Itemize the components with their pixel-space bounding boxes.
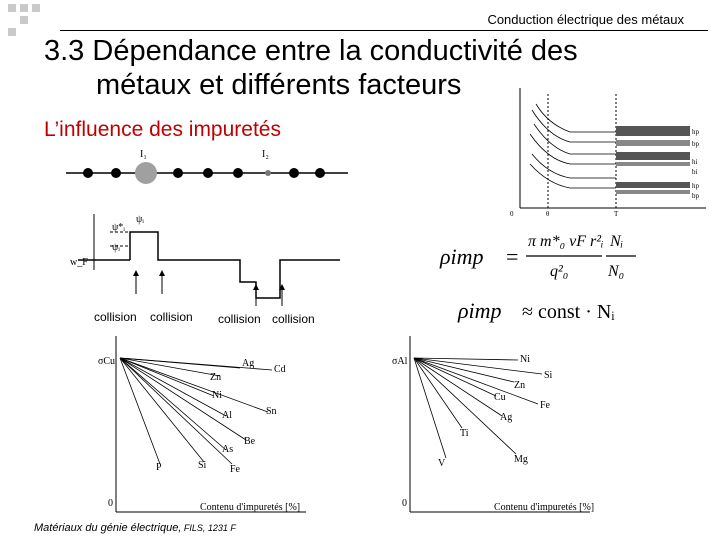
line-label: Cu <box>494 392 506 403</box>
line-label: Fe <box>540 400 550 411</box>
line-label: Si <box>544 370 553 381</box>
collision-label: collision <box>150 310 193 324</box>
curve-label: hp <box>692 182 699 190</box>
curve-label: bp <box>692 140 699 148</box>
line-label: Be <box>244 436 256 447</box>
axis-tick: θ <box>546 210 550 218</box>
curve-label: bp <box>692 192 699 200</box>
x-axis-label: Contenu d'impuretés [%] <box>200 502 301 513</box>
formula-1-denominator-2: N₀ <box>608 263 625 280</box>
slide-subtitle: L’influence des impuretés <box>44 118 281 141</box>
formula-1-denominator: q²₀ <box>550 263 569 280</box>
header-divider <box>60 30 708 31</box>
line-label: Ag <box>500 412 513 423</box>
impurity-2-label: I₂ <box>262 149 269 160</box>
line-label: Fe <box>230 464 240 475</box>
line-label: Ni <box>212 390 222 401</box>
conductivity-cu-plot <box>96 332 312 522</box>
impurity-1-label: I₁ <box>140 149 147 160</box>
psi-star-label: ψ*ᵢ <box>112 222 125 233</box>
line-label: Ni <box>520 354 530 365</box>
line-label: P <box>156 462 162 473</box>
collision-label: collision <box>94 310 137 324</box>
curve-label: hi <box>692 158 698 166</box>
line-label: V <box>438 458 446 469</box>
formula-1-numerator-2: Nᵢ <box>610 233 624 250</box>
header-course-title: Conduction électrique des métaux <box>487 12 684 27</box>
curve-label: bi <box>692 168 698 176</box>
axis-tick: T <box>614 210 619 218</box>
line-label: Zn <box>514 380 526 391</box>
formulas <box>436 222 646 332</box>
formula-2-rhs: ≈ const · Nᵢ <box>522 301 615 323</box>
title-line-1: 3.3 Dépendance entre la conductivité des <box>44 35 578 67</box>
footer <box>34 522 236 534</box>
formula-2-lhs: ρimp <box>458 298 502 323</box>
footer-small: FILS, 1231 F <box>181 523 236 533</box>
line-label: Zn <box>210 372 222 383</box>
line-label: Ti <box>460 428 469 439</box>
psi-i-label: ψᵢ <box>112 242 120 253</box>
zero-label: 0 <box>108 498 113 509</box>
resistivity-temperature-plot <box>508 84 712 218</box>
collision-label: collision <box>272 312 315 326</box>
curve-label: hp <box>692 128 699 136</box>
title-line-2: métaux et différents facteurs <box>96 69 462 101</box>
line-label: As <box>222 444 234 455</box>
origin-label: σAl <box>392 356 408 367</box>
zero-label: 0 <box>402 498 407 509</box>
footer-main: Matériaux du génie électrique, <box>34 522 182 534</box>
psi-top-label: ψᵢ <box>136 214 144 225</box>
line-label: Al <box>222 410 232 421</box>
lattice-diagram <box>60 145 360 195</box>
wf-label: w_F <box>70 257 88 268</box>
formula-1-lhs: ρimp <box>440 244 484 269</box>
collision-label: collision <box>218 312 261 326</box>
origin-label: σCu <box>98 356 116 367</box>
x-axis-label: Contenu d'impuretés [%] <box>494 502 595 513</box>
conductivity-al-plot <box>390 332 596 522</box>
line-label: Cd <box>274 364 286 375</box>
potential-diagram <box>70 210 350 310</box>
axis-tick: 0 <box>510 210 514 218</box>
formula-1-eq: = <box>506 244 519 269</box>
line-label: Mg <box>514 454 528 465</box>
line-label: Ag <box>242 358 255 369</box>
line-label: Sn <box>266 406 277 417</box>
slide-title <box>44 34 578 102</box>
line-label: Si <box>198 460 207 471</box>
formula-1-numerator: π m*₀ vF r²ᵢ <box>528 233 604 250</box>
